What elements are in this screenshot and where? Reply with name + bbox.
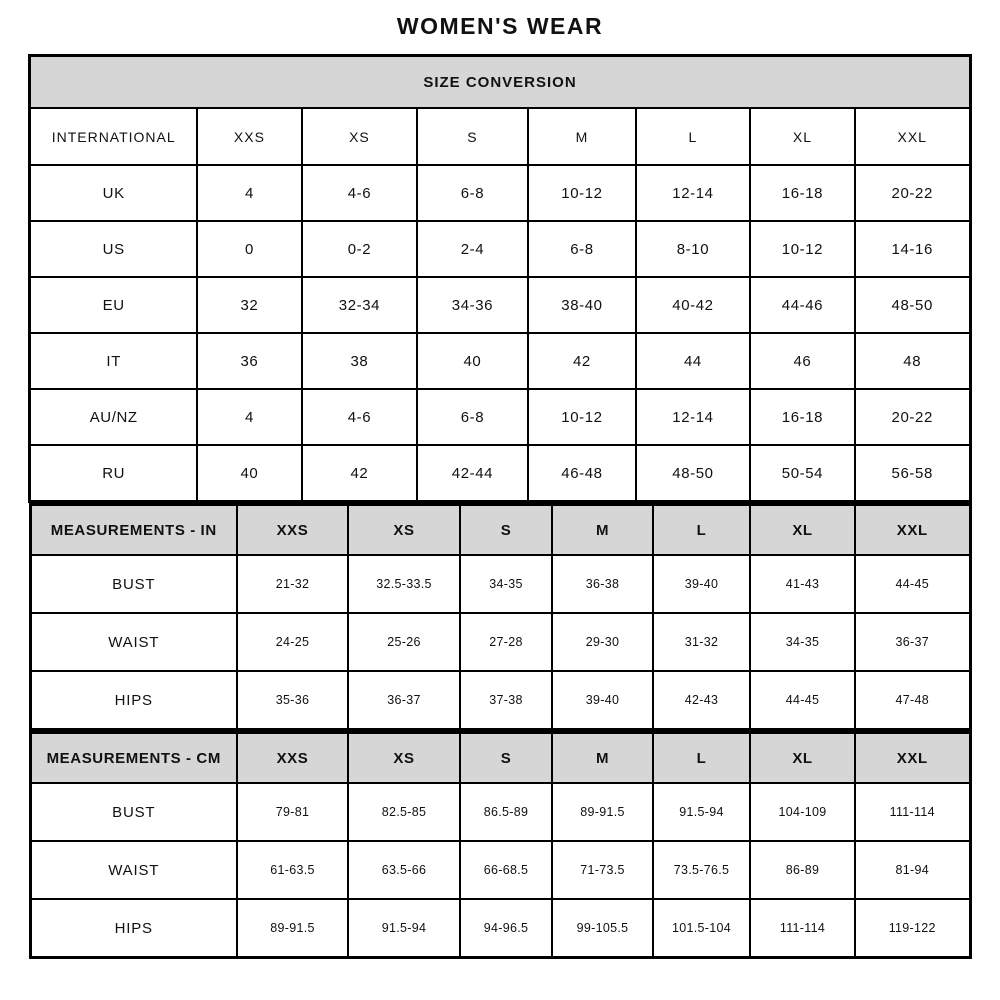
size-column-header: XS	[348, 505, 460, 556]
value-cell: 66-68.5	[460, 841, 552, 899]
table-row	[30, 671, 970, 730]
value-cell: 10-12	[750, 221, 855, 277]
row-label: HIPS	[30, 899, 237, 958]
value-cell: 111-114	[855, 783, 970, 841]
value-cell: 6-8	[528, 221, 636, 277]
measurements-cm-title: MEASUREMENTS - CM	[30, 733, 237, 784]
value-cell: 50-54	[750, 445, 855, 502]
value-cell: 89-91.5	[552, 783, 653, 841]
value-cell: 40	[417, 333, 528, 389]
size-column-header: L	[636, 108, 750, 165]
row-label: AU/NZ	[30, 389, 197, 445]
value-cell: 63.5-66	[348, 841, 460, 899]
value-cell: 20-22	[855, 165, 970, 221]
table-row	[30, 333, 970, 389]
value-cell: 29-30	[552, 613, 653, 671]
value-cell: 6-8	[417, 389, 528, 445]
value-cell: 48	[855, 333, 970, 389]
table-row	[30, 277, 970, 333]
value-cell: 71-73.5	[552, 841, 653, 899]
value-cell: 14-16	[855, 221, 970, 277]
size-column-header: S	[460, 505, 552, 556]
size-column-header: XXL	[855, 505, 970, 556]
value-cell: 44-45	[750, 671, 855, 730]
value-cell: 35-36	[237, 671, 348, 730]
size-conversion-table	[28, 54, 971, 503]
value-cell: 34-36	[417, 277, 528, 333]
table-row	[30, 165, 970, 221]
value-cell: 40-42	[636, 277, 750, 333]
size-column-header: XL	[750, 505, 855, 556]
value-cell: 82.5-85	[348, 783, 460, 841]
value-cell: 34-35	[460, 555, 552, 613]
value-cell: 20-22	[855, 389, 970, 445]
size-column-header: XXL	[855, 108, 970, 165]
table-row	[30, 555, 970, 613]
value-cell: 44-46	[750, 277, 855, 333]
value-cell: 46-48	[528, 445, 636, 502]
size-column-header: XL	[750, 108, 855, 165]
value-cell: 4	[197, 165, 302, 221]
value-cell: 46	[750, 333, 855, 389]
size-conversion-title: SIZE CONVERSION	[30, 56, 970, 109]
measurements-in-table	[29, 503, 972, 731]
value-cell: 31-32	[653, 613, 750, 671]
size-column-header: XL	[750, 733, 855, 784]
value-cell: 39-40	[653, 555, 750, 613]
size-column-header: XS	[348, 733, 460, 784]
value-cell: 94-96.5	[460, 899, 552, 958]
value-cell: 0	[197, 221, 302, 277]
size-column-header: XXL	[855, 733, 970, 784]
value-cell: 39-40	[552, 671, 653, 730]
size-column-header: XXS	[237, 505, 348, 556]
size-column-header: XXS	[237, 733, 348, 784]
value-cell: 27-28	[460, 613, 552, 671]
value-cell: 61-63.5	[237, 841, 348, 899]
size-column-header: S	[460, 733, 552, 784]
measurements-cm-table	[29, 731, 972, 959]
value-cell: 21-32	[237, 555, 348, 613]
value-cell: 44-45	[855, 555, 970, 613]
value-cell: 101.5-104	[653, 899, 750, 958]
value-cell: 24-25	[237, 613, 348, 671]
value-cell: 10-12	[528, 165, 636, 221]
value-cell: 36-37	[348, 671, 460, 730]
value-cell: 10-12	[528, 389, 636, 445]
value-cell: 36-38	[552, 555, 653, 613]
value-cell: 16-18	[750, 389, 855, 445]
value-cell: 91.5-94	[348, 899, 460, 958]
size-column-header: M	[528, 108, 636, 165]
value-cell: 73.5-76.5	[653, 841, 750, 899]
measurements-in-title: MEASUREMENTS - IN	[30, 505, 237, 556]
value-cell: 81-94	[855, 841, 970, 899]
value-cell: 56-58	[855, 445, 970, 502]
value-cell: 32.5-33.5	[348, 555, 460, 613]
value-cell: 42	[302, 445, 417, 502]
size-column-header: L	[653, 733, 750, 784]
table-row	[30, 899, 970, 958]
value-cell: 89-91.5	[237, 899, 348, 958]
size-column-header: XS	[302, 108, 417, 165]
row-label: BUST	[30, 555, 237, 613]
value-cell: 4-6	[302, 165, 417, 221]
value-cell: 111-114	[750, 899, 855, 958]
value-cell: 12-14	[636, 389, 750, 445]
value-cell: 36-37	[855, 613, 970, 671]
value-cell: 36	[197, 333, 302, 389]
value-cell: 47-48	[855, 671, 970, 730]
row-label: IT	[30, 333, 197, 389]
value-cell: 8-10	[636, 221, 750, 277]
value-cell: 37-38	[460, 671, 552, 730]
value-cell: 2-4	[417, 221, 528, 277]
table-row	[30, 389, 970, 445]
value-cell: 40	[197, 445, 302, 502]
table-row	[30, 841, 970, 899]
value-cell: 42	[528, 333, 636, 389]
value-cell: 41-43	[750, 555, 855, 613]
row-label: US	[30, 221, 197, 277]
value-cell: 32-34	[302, 277, 417, 333]
row-label: WAIST	[30, 841, 237, 899]
table-row	[30, 445, 970, 502]
size-column-header: M	[552, 733, 653, 784]
size-column-header: XXS	[197, 108, 302, 165]
value-cell: 48-50	[855, 277, 970, 333]
value-cell: 0-2	[302, 221, 417, 277]
value-cell: 44	[636, 333, 750, 389]
value-cell: 48-50	[636, 445, 750, 502]
value-cell: 4	[197, 389, 302, 445]
column-header-row	[30, 108, 970, 165]
value-cell: 25-26	[348, 613, 460, 671]
table-row	[30, 783, 970, 841]
column-header-row	[30, 733, 970, 784]
value-cell: 91.5-94	[653, 783, 750, 841]
value-cell: 79-81	[237, 783, 348, 841]
value-cell: 86.5-89	[460, 783, 552, 841]
value-cell: 104-109	[750, 783, 855, 841]
size-column-header: M	[552, 505, 653, 556]
row-label: BUST	[30, 783, 237, 841]
value-cell: 16-18	[750, 165, 855, 221]
row-label: RU	[30, 445, 197, 502]
value-cell: 119-122	[855, 899, 970, 958]
value-cell: 38	[302, 333, 417, 389]
value-cell: 99-105.5	[552, 899, 653, 958]
value-cell: 4-6	[302, 389, 417, 445]
size-column-header: INTERNATIONAL	[30, 108, 197, 165]
row-label: HIPS	[30, 671, 237, 730]
row-label: UK	[30, 165, 197, 221]
value-cell: 6-8	[417, 165, 528, 221]
table-title-row	[30, 56, 970, 109]
page-title: WOMEN'S WEAR	[396, 13, 604, 39]
value-cell: 12-14	[636, 165, 750, 221]
value-cell: 86-89	[750, 841, 855, 899]
value-cell: 34-35	[750, 613, 855, 671]
value-cell: 38-40	[528, 277, 636, 333]
value-cell: 42-44	[417, 445, 528, 502]
table-row	[30, 221, 970, 277]
value-cell: 42-43	[653, 671, 750, 730]
value-cell: 32	[197, 277, 302, 333]
row-label: EU	[30, 277, 197, 333]
size-column-header: S	[417, 108, 528, 165]
column-header-row	[30, 505, 970, 556]
row-label: WAIST	[30, 613, 237, 671]
size-column-header: L	[653, 505, 750, 556]
table-row	[30, 613, 970, 671]
